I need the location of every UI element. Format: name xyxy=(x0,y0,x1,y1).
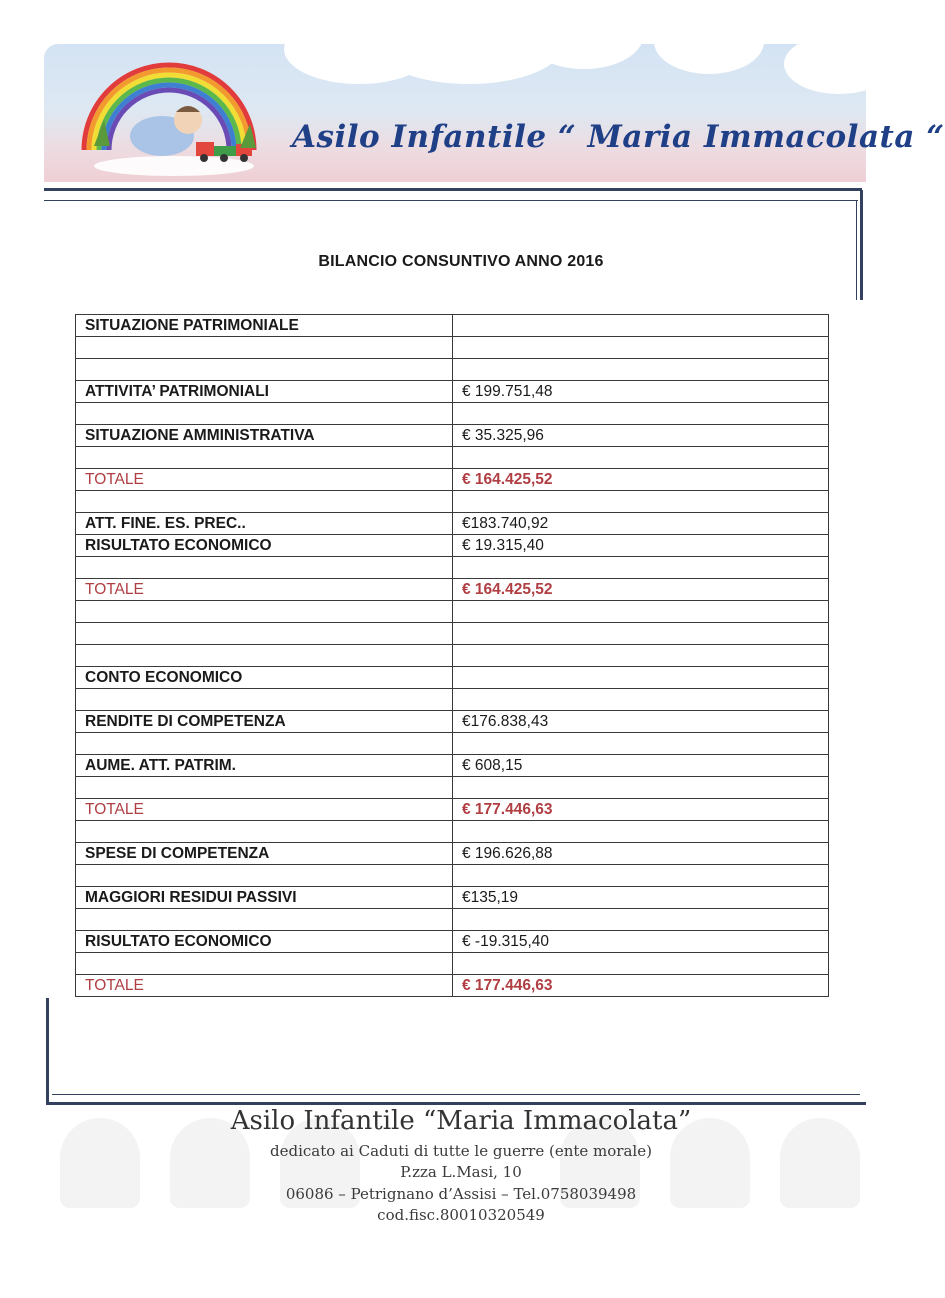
row-value: € 164.425,52 xyxy=(453,579,829,601)
footer-address: P.zza L.Masi, 10 xyxy=(400,1163,522,1181)
row-value xyxy=(453,403,829,425)
table-row xyxy=(76,689,829,711)
row-label xyxy=(76,733,453,755)
row-value xyxy=(453,777,829,799)
row-label: RENDITE DI COMPETENZA xyxy=(76,711,453,733)
row-label: ATT. FINE. ES. PREC.. xyxy=(76,513,453,535)
row-value: €135,19 xyxy=(453,887,829,909)
table-row xyxy=(76,381,829,403)
row-value: € 177.446,63 xyxy=(453,799,829,821)
row-label: TOTALE xyxy=(76,975,453,997)
row-value xyxy=(453,337,829,359)
table-row xyxy=(76,491,829,513)
frame-top-line xyxy=(44,188,862,191)
row-label xyxy=(76,689,453,711)
row-label: TOTALE xyxy=(76,579,453,601)
row-label xyxy=(76,447,453,469)
row-value xyxy=(453,865,829,887)
table-row xyxy=(76,667,829,689)
table-row xyxy=(76,425,829,447)
row-value: €176.838,43 xyxy=(453,711,829,733)
table-row xyxy=(76,645,829,667)
row-label: RISULTATO ECONOMICO xyxy=(76,931,453,953)
row-value: € 196.626,88 xyxy=(453,843,829,865)
row-label: MAGGIORI RESIDUI PASSIVI xyxy=(76,887,453,909)
table-row xyxy=(76,843,829,865)
table-row xyxy=(76,601,829,623)
row-value: € 19.315,40 xyxy=(453,535,829,557)
frame-bottom-line-thin xyxy=(52,1094,860,1095)
banner-title: Asilo Infantile “ Maria Immacolata “ xyxy=(292,119,945,155)
cloud-decoration xyxy=(524,0,644,69)
table-row xyxy=(76,337,829,359)
row-value xyxy=(453,667,829,689)
row-label xyxy=(76,953,453,975)
table-row xyxy=(76,821,829,843)
row-label: AUME. ATT. PATRIM. xyxy=(76,755,453,777)
table-row xyxy=(76,733,829,755)
total-row xyxy=(76,975,829,997)
footer-dedication: dedicato ai Caduti di tutte le guerre (ente morale) xyxy=(270,1142,652,1160)
frame-top-line-thin xyxy=(44,200,858,201)
row-label xyxy=(76,403,453,425)
row-value: € 177.446,63 xyxy=(453,975,829,997)
row-value: € -19.315,40 xyxy=(453,931,829,953)
table-row xyxy=(76,953,829,975)
row-label: TOTALE xyxy=(76,799,453,821)
row-value xyxy=(453,821,829,843)
footer-tax-code: cod.fisc.80010320549 xyxy=(377,1206,545,1224)
header-banner xyxy=(44,44,945,182)
row-label xyxy=(76,865,453,887)
row-label: RISULTATO ECONOMICO xyxy=(76,535,453,557)
total-row xyxy=(76,799,829,821)
footer-city-phone: 06086 – Petrignano d’Assisi – Tel.0758039498 xyxy=(285,1185,637,1203)
row-value xyxy=(453,359,829,381)
row-value: € 199.751,48 xyxy=(453,381,829,403)
cloud-decoration xyxy=(784,34,894,94)
frame-right-border xyxy=(860,190,863,300)
row-label xyxy=(76,645,453,667)
table-row xyxy=(76,447,829,469)
row-value xyxy=(453,733,829,755)
row-value xyxy=(453,909,829,931)
row-label: ATTIVITA’ PATRIMONIALI xyxy=(76,381,453,403)
row-value xyxy=(453,689,829,711)
table-row xyxy=(76,865,829,887)
row-value xyxy=(453,557,829,579)
row-value: € 35.325,96 xyxy=(453,425,829,447)
row-label xyxy=(76,491,453,513)
document-title: BILANCIO CONSUNTIVO ANNO 2016 xyxy=(318,253,604,270)
row-value: €183.740,92 xyxy=(453,513,829,535)
row-label xyxy=(76,601,453,623)
row-label: SITUAZIONE AMMINISTRATIVA xyxy=(76,425,453,447)
table-row xyxy=(76,359,829,381)
row-label: TOTALE xyxy=(76,469,453,491)
row-label xyxy=(76,623,453,645)
total-row xyxy=(76,579,829,601)
row-label xyxy=(76,821,453,843)
table-row xyxy=(76,711,829,733)
total-row xyxy=(76,469,829,491)
balance-table xyxy=(75,314,829,997)
footer-institution-name: Asilo Infantile “Maria Immacolata” xyxy=(230,1106,692,1136)
balance-table-body xyxy=(76,315,829,997)
frame-right-border-thin xyxy=(856,200,857,300)
row-value xyxy=(453,601,829,623)
table-row xyxy=(76,513,829,535)
row-label xyxy=(76,337,453,359)
row-value xyxy=(453,491,829,513)
row-value xyxy=(453,315,829,337)
frame-left-border xyxy=(46,998,49,1102)
row-value xyxy=(453,623,829,645)
row-label xyxy=(76,359,453,381)
row-value: € 608,15 xyxy=(453,755,829,777)
row-label xyxy=(76,777,453,799)
row-label xyxy=(76,909,453,931)
table-row xyxy=(76,931,829,953)
row-value xyxy=(453,953,829,975)
row-value xyxy=(453,645,829,667)
table-row xyxy=(76,315,829,337)
table-row xyxy=(76,623,829,645)
row-label xyxy=(76,557,453,579)
rainbow-baby-train-icon xyxy=(64,50,274,178)
cloud-decoration xyxy=(654,9,764,74)
table-row xyxy=(76,777,829,799)
table-row xyxy=(76,535,829,557)
table-row xyxy=(76,909,829,931)
row-value: € 164.425,52 xyxy=(453,469,829,491)
frame-bottom-line xyxy=(46,1102,866,1105)
table-row xyxy=(76,887,829,909)
row-label: CONTO ECONOMICO xyxy=(76,667,453,689)
row-label: SPESE DI COMPETENZA xyxy=(76,843,453,865)
row-value xyxy=(453,447,829,469)
row-label: SITUAZIONE PATRIMONIALE xyxy=(76,315,453,337)
table-row xyxy=(76,403,829,425)
table-row xyxy=(76,755,829,777)
table-row xyxy=(76,557,829,579)
